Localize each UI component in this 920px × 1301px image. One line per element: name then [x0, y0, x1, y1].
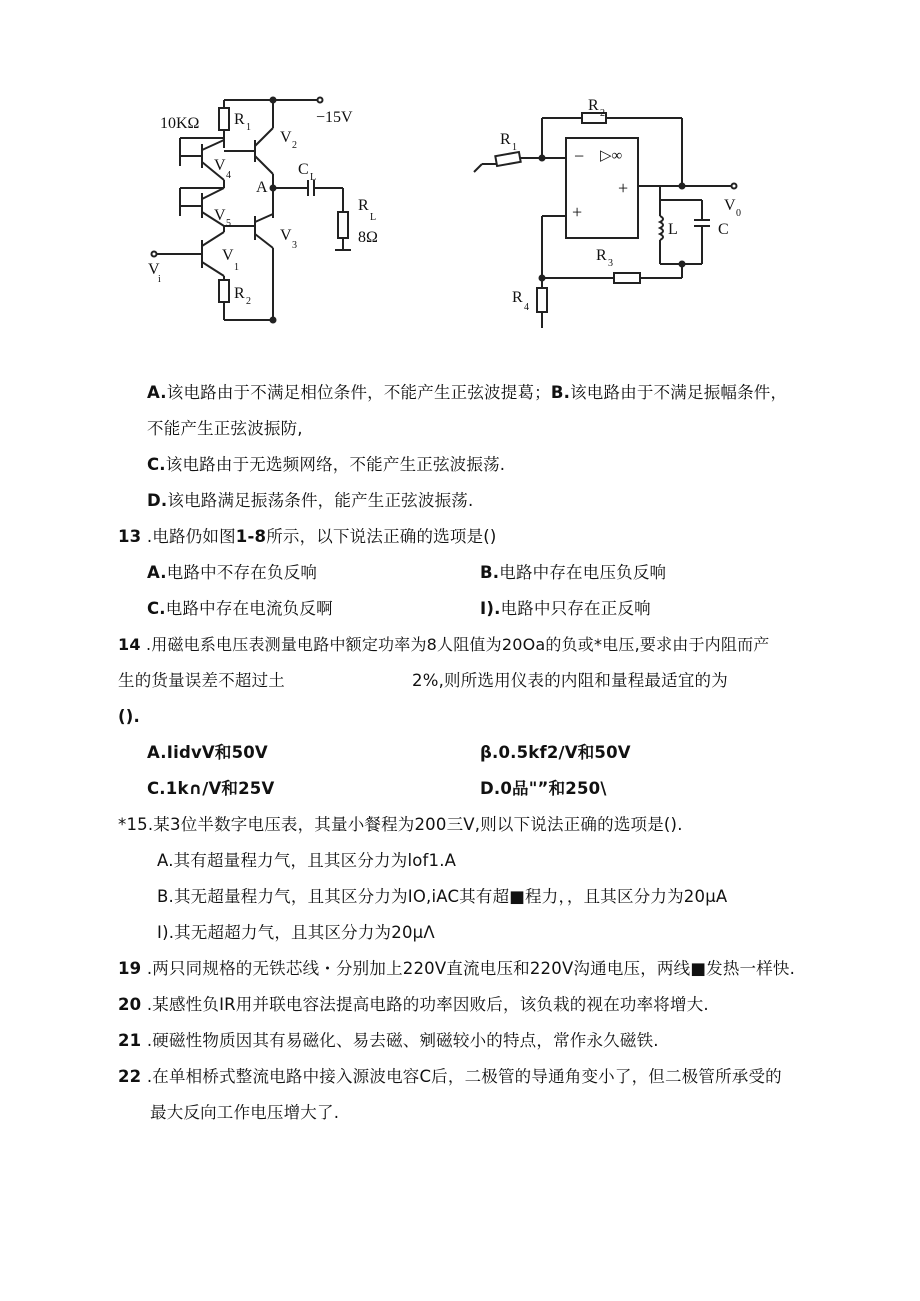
- svg-text:8Ω: 8Ω: [358, 229, 378, 246]
- q22-continued: 最大反向工作电压增大了.: [150, 1103, 340, 1122]
- q14-stem-line2b: 2%,则所选用仪表的内阻和量程最适宜的为: [412, 671, 728, 690]
- left-circuit-figure: [140, 88, 400, 338]
- svg-text:2: 2: [292, 140, 297, 151]
- q15-option-d: I).其无超超力气，且其区分力为20μΛ: [157, 923, 435, 942]
- q14-stem-line3: ().: [118, 707, 140, 726]
- supply-label: −15V: [316, 109, 353, 126]
- q14-option-a: A.IidvV和50V: [147, 743, 268, 762]
- q14-option-c: C.1k∩∕V和25V: [147, 779, 275, 798]
- q12-option-b-continued: 不能产生正弦波振防,: [147, 419, 303, 438]
- svg-text:4: 4: [524, 302, 529, 313]
- svg-text:4: 4: [226, 170, 231, 181]
- svg-text:+: +: [572, 202, 583, 222]
- q13-option-b: B.电路中存在电压负反响: [480, 563, 667, 582]
- svg-text:L: L: [310, 172, 317, 183]
- svg-text:R: R: [234, 111, 245, 128]
- svg-text:L: L: [668, 221, 678, 238]
- q14-option-d: D.0品"”和250\: [480, 779, 607, 798]
- q12-option-c: C.该电路由于无选频网络，不能产生正弦波振荡.: [147, 455, 506, 474]
- svg-text:3: 3: [292, 240, 297, 251]
- svg-text:0: 0: [736, 208, 741, 219]
- q15-option-b-c: B.其无超量程力气，且其区分力为IO,iAC其有超■程力，，且其区分力为20μA: [157, 887, 728, 906]
- svg-text:C: C: [718, 221, 729, 238]
- svg-text:L: L: [370, 212, 377, 223]
- svg-text:+: +: [618, 178, 629, 198]
- q22: 22 .在单相桥式整流电路中接入源波电容C后，二极管的导通角变小了，但二极管所承受的: [118, 1067, 782, 1086]
- svg-text:V: V: [280, 227, 292, 244]
- q14-stem-line2: 生的货量误差不超过土: [118, 671, 285, 690]
- svg-text:▷∞: ▷∞: [600, 148, 623, 164]
- svg-text:C: C: [298, 161, 309, 178]
- svg-text:R: R: [358, 197, 369, 214]
- q14-stem-line1: 14 .用磁电系电压表测量电路中额定功率为8人阻值为20Oa的负或*电压,要求由于内阻而产: [118, 635, 770, 654]
- q13-option-c: C.电路中存在电流负反啊: [147, 599, 333, 618]
- svg-text:V: V: [214, 207, 226, 224]
- q15-stem: *15.某3位半数字电压表，其量小餐程为200三V,则以下说法正确的选项是().: [118, 815, 683, 834]
- q13-option-d: I).电路中只存在正反响: [480, 599, 651, 618]
- svg-text:R: R: [596, 247, 607, 264]
- svg-text:R: R: [234, 285, 245, 302]
- svg-text:R: R: [500, 131, 511, 148]
- svg-text:R: R: [512, 289, 523, 306]
- q15-option-a: A.其有超量程力气，且其区分力为lof1.A: [157, 851, 457, 870]
- svg-text:V: V: [222, 247, 234, 264]
- q12-option-d: D.该电路满足振荡条件，能产生正弦波振荡.: [147, 491, 474, 510]
- node-a-label: A: [256, 179, 268, 196]
- q14-option-b: β.0.5kf2∕V和50V: [480, 743, 631, 762]
- right-circuit-figure: [462, 88, 762, 338]
- q21: 21 .硬磁性物质因其有易磁化、易去磁、剜磁较小的特点，常作永久磁铁.: [118, 1031, 659, 1050]
- label-10k-ohm: 10KΩ: [160, 115, 200, 132]
- svg-text:V: V: [214, 157, 226, 174]
- svg-text:−: −: [574, 146, 585, 166]
- svg-text:R: R: [588, 97, 599, 114]
- svg-text:1: 1: [512, 142, 517, 153]
- svg-text:1: 1: [246, 122, 251, 133]
- svg-text:1: 1: [234, 262, 239, 273]
- q20: 20 .某感性负IR用并联电容法提高电路的功率因败后，该负栽的视在功率将增大.: [118, 995, 709, 1014]
- push-pull-amplifier-diagram: [140, 88, 400, 338]
- q12-option-a-b: A.该电路由于不满足相位条件，不能产生正弦波提葛；B.该电路由于不满足振幅条件，: [147, 383, 788, 402]
- svg-text:V: V: [280, 129, 292, 146]
- svg-text:2: 2: [600, 108, 605, 119]
- svg-text:2: 2: [246, 296, 251, 307]
- svg-text:V: V: [148, 261, 160, 278]
- q13-stem: 13 .电路仍如图1-8所示，以下说法正确的选项是(): [118, 527, 497, 546]
- svg-text:i: i: [158, 274, 161, 285]
- svg-text:V: V: [724, 197, 736, 214]
- op-amp-oscillator-diagram: [462, 88, 762, 338]
- svg-text:3: 3: [608, 258, 613, 269]
- svg-text:5: 5: [226, 218, 231, 229]
- q19: 19 .两只同规格的无铁芯线・分别加上220V直流电压和220V沟通电压，两线■发热一样快.: [118, 959, 796, 978]
- q13-option-a: A.电路中不存在负反响: [147, 563, 318, 582]
